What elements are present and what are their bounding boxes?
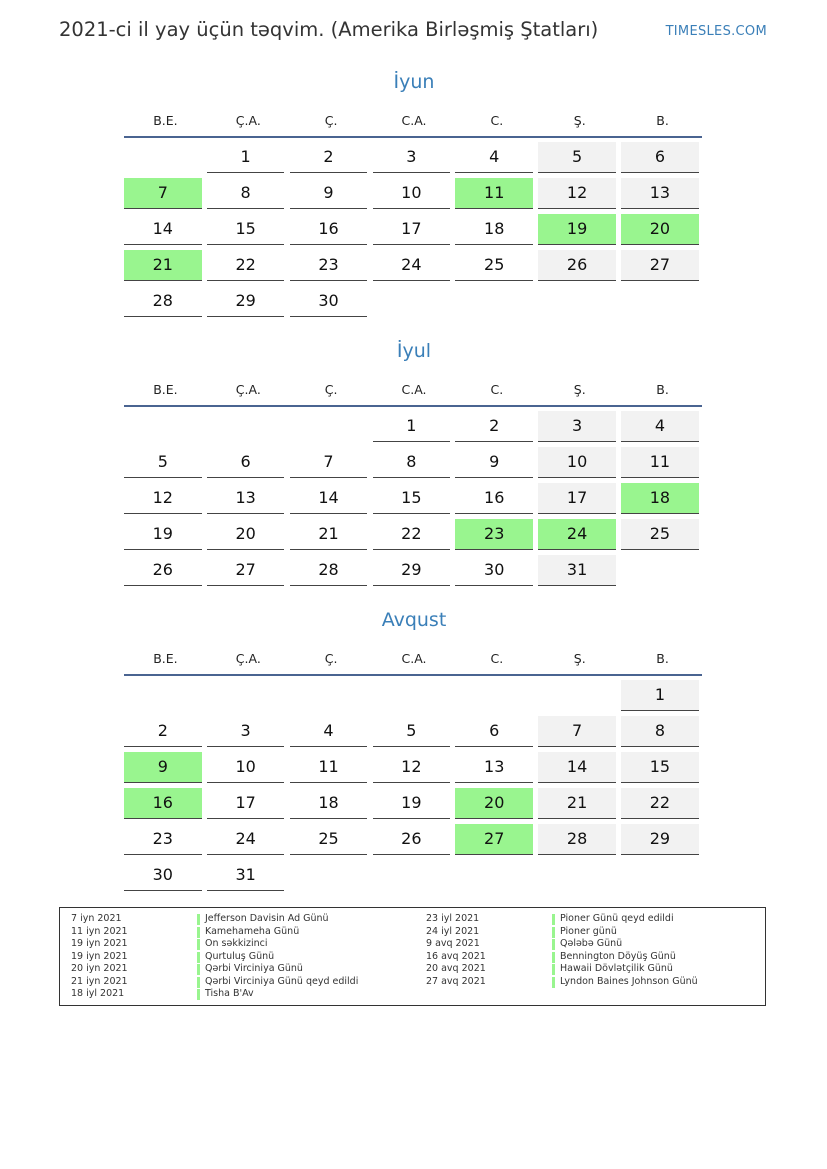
- day-cell[interactable]: 25: [290, 824, 368, 855]
- weekday-header: [124, 365, 704, 405]
- day-cell[interactable]: 14: [538, 752, 616, 783]
- day-cell[interactable]: 4: [621, 411, 699, 442]
- day-cell[interactable]: 22: [373, 519, 451, 550]
- day-cell[interactable]: 14: [290, 483, 368, 514]
- legend-item: [71, 938, 358, 951]
- legend-date: 23 iyl 2021: [426, 913, 480, 924]
- day-cell[interactable]: 26: [373, 824, 451, 855]
- holiday-color-marker: [197, 927, 200, 938]
- day-cell[interactable]: 10: [373, 178, 451, 209]
- holiday-color-marker: [197, 977, 200, 988]
- legend-date: 20 iyn 2021: [71, 963, 128, 974]
- legend-date: 24 iyl 2021: [426, 925, 480, 937]
- day-cell[interactable]: 17: [538, 483, 616, 514]
- day-cell[interactable]: 21: [538, 788, 616, 819]
- empty-day-cell: [124, 142, 202, 172]
- day-cell[interactable]: 21: [290, 519, 368, 550]
- page-title: 2021-ci il yay üçün təqvim. (Amerika Birləşmiş Ştatları): [59, 18, 599, 41]
- holiday-color-marker: [197, 914, 200, 925]
- week-row: [124, 214, 704, 250]
- holiday-color-marker: [552, 914, 555, 925]
- weekday-label: Ç.: [324, 650, 338, 666]
- day-cell[interactable]: 1: [207, 142, 285, 173]
- legend-date: 7 iyn 2021: [71, 913, 122, 924]
- weekday-label: Ç.: [324, 112, 338, 128]
- day-cell[interactable]: 1: [621, 680, 699, 711]
- day-cell[interactable]: 2: [290, 142, 368, 173]
- holiday-color-marker: [552, 952, 555, 963]
- weekday-label: Ç.A.: [235, 112, 261, 128]
- legend-date: 9 avq 2021: [426, 938, 480, 949]
- day-cell[interactable]: 5: [538, 142, 616, 173]
- day-cell[interactable]: 17: [373, 214, 451, 245]
- day-cell[interactable]: 8: [373, 447, 451, 478]
- legend-date: 19 iyn 2021: [71, 938, 128, 949]
- weekday-label: Ş.: [573, 381, 586, 397]
- weekday-label: Ç.A.: [235, 650, 261, 666]
- legend-holiday-name: Pioner günü: [560, 925, 617, 937]
- day-cell[interactable]: 12: [373, 752, 451, 783]
- weekday-label: C.A.: [401, 112, 427, 128]
- day-cell[interactable]: 20: [207, 519, 285, 550]
- holiday-color-marker: [552, 964, 555, 975]
- day-cell[interactable]: 19: [124, 519, 202, 550]
- day-cell[interactable]: 15: [207, 214, 285, 245]
- legend-column-right: [426, 913, 698, 988]
- weekday-label: B.: [656, 112, 669, 128]
- week-row: [124, 447, 704, 483]
- week-row: [124, 824, 704, 860]
- day-cell[interactable]: 30: [455, 555, 533, 586]
- month-name: İyul: [396, 340, 432, 362]
- weekday-label: C.A.: [401, 650, 427, 666]
- empty-day-cell: [373, 860, 451, 890]
- day-cell[interactable]: 6: [621, 142, 699, 173]
- weekday-header: [124, 96, 704, 136]
- empty-day-cell: [455, 286, 533, 316]
- day-cell[interactable]: 13: [621, 178, 699, 209]
- holiday-day-cell[interactable]: 19: [538, 214, 616, 245]
- legend-date: 27 avq 2021: [426, 975, 486, 987]
- day-cell[interactable]: 5: [124, 447, 202, 478]
- day-cell[interactable]: 24: [373, 250, 451, 281]
- day-cell[interactable]: 26: [124, 555, 202, 586]
- week-row: [124, 680, 704, 716]
- legend-item: [426, 976, 698, 989]
- day-cell[interactable]: 17: [207, 788, 285, 819]
- day-cell[interactable]: 15: [621, 752, 699, 783]
- day-cell[interactable]: 9: [290, 178, 368, 209]
- legend-date: 20 avq 2021: [426, 963, 486, 974]
- day-cell[interactable]: 18: [290, 788, 368, 819]
- legend-holiday-name: Jefferson Davisin Ad Günü: [205, 913, 329, 924]
- legend-item: [71, 926, 358, 939]
- day-cell[interactable]: 1: [373, 411, 451, 442]
- holiday-day-cell[interactable]: 23: [455, 519, 533, 550]
- legend-holiday-name: Hawaii Dövlətçilik Günü: [560, 963, 673, 974]
- day-cell[interactable]: 23: [124, 824, 202, 855]
- day-cell[interactable]: 11: [290, 752, 368, 783]
- empty-day-cell: [621, 286, 699, 316]
- day-cell[interactable]: 28: [290, 555, 368, 586]
- legend-date: 16 avq 2021: [426, 950, 486, 962]
- header-divider: [124, 136, 702, 138]
- legend-item: [426, 913, 698, 926]
- day-cell[interactable]: 24: [207, 824, 285, 855]
- weekday-label: B.E.: [153, 650, 178, 666]
- weekday-header: [124, 634, 704, 674]
- empty-day-cell: [621, 555, 699, 585]
- holiday-color-marker: [197, 964, 200, 975]
- day-grid: [124, 142, 704, 322]
- day-cell[interactable]: 4: [290, 716, 368, 747]
- day-cell[interactable]: 2: [455, 411, 533, 442]
- empty-day-cell: [455, 680, 533, 710]
- day-cell[interactable]: 3: [207, 716, 285, 747]
- legend-date: 18 iyl 2021: [71, 988, 125, 999]
- legend-holiday-name: Qərbi Virciniya Günü: [205, 963, 303, 974]
- legend-item: [71, 976, 358, 989]
- day-cell[interactable]: 31: [207, 860, 285, 891]
- day-cell[interactable]: 12: [124, 483, 202, 514]
- holiday-day-cell[interactable]: 16: [124, 788, 202, 819]
- month-name: Avqust: [381, 609, 447, 631]
- week-row: [124, 250, 704, 286]
- day-cell[interactable]: 28: [124, 286, 202, 317]
- weekday-label: B.: [656, 650, 669, 666]
- day-cell[interactable]: 7: [290, 447, 368, 478]
- day-cell[interactable]: 5: [373, 716, 451, 747]
- day-cell[interactable]: 13: [455, 752, 533, 783]
- day-cell[interactable]: 7: [538, 716, 616, 747]
- holiday-legend: [59, 907, 766, 1006]
- legend-holiday-name: Tisha B'Av: [205, 988, 254, 999]
- legend-item: [71, 913, 358, 926]
- empty-day-cell: [290, 860, 368, 890]
- day-cell[interactable]: 22: [207, 250, 285, 281]
- week-row: [124, 142, 704, 178]
- holiday-day-cell[interactable]: 18: [621, 483, 699, 514]
- empty-day-cell: [290, 411, 368, 441]
- day-cell[interactable]: 29: [207, 286, 285, 317]
- weekday-label: B.E.: [153, 112, 178, 128]
- month-june: [124, 68, 704, 322]
- legend-item: [426, 926, 698, 939]
- day-cell[interactable]: 18: [455, 214, 533, 245]
- header-divider: [124, 405, 702, 407]
- legend-column-left: [71, 913, 358, 1001]
- holiday-color-marker: [552, 927, 555, 938]
- holiday-day-cell[interactable]: 27: [455, 824, 533, 855]
- legend-item: [426, 938, 698, 951]
- weekday-label: Ç.: [324, 381, 338, 397]
- empty-day-cell: [373, 680, 451, 710]
- legend-item: [71, 951, 358, 964]
- weekday-label: Ş.: [573, 650, 586, 666]
- legend-date: 11 iyn 2021: [71, 925, 128, 937]
- day-grid: [124, 680, 704, 896]
- empty-day-cell: [124, 680, 202, 710]
- day-cell[interactable]: 9: [455, 447, 533, 478]
- empty-day-cell: [207, 411, 285, 441]
- holiday-day-cell[interactable]: 21: [124, 250, 202, 281]
- week-row: [124, 483, 704, 519]
- day-cell[interactable]: 14: [124, 214, 202, 245]
- legend-holiday-name: Qurtuluş Günü: [205, 950, 275, 962]
- day-cell[interactable]: 19: [373, 788, 451, 819]
- brand-link[interactable]: TIMESLES.COM: [665, 24, 767, 39]
- week-row: [124, 788, 704, 824]
- day-cell[interactable]: 27: [207, 555, 285, 586]
- day-cell[interactable]: 28: [538, 824, 616, 855]
- legend-date: 19 iyn 2021: [71, 950, 128, 962]
- legend-holiday-name: Qələbə Günü: [560, 938, 623, 949]
- holiday-day-cell[interactable]: 20: [621, 214, 699, 245]
- legend-holiday-name: Bennington Döyüş Günü: [560, 950, 676, 962]
- empty-day-cell: [290, 680, 368, 710]
- empty-day-cell: [207, 680, 285, 710]
- month-august: [124, 606, 704, 896]
- day-cell[interactable]: 16: [455, 483, 533, 514]
- day-cell[interactable]: 6: [207, 447, 285, 478]
- weekday-label: C.: [490, 112, 504, 128]
- empty-day-cell: [455, 860, 533, 890]
- empty-day-cell: [538, 860, 616, 890]
- day-cell[interactable]: 29: [621, 824, 699, 855]
- day-cell[interactable]: 15: [373, 483, 451, 514]
- holiday-day-cell[interactable]: 7: [124, 178, 202, 209]
- day-cell[interactable]: 3: [373, 142, 451, 173]
- empty-day-cell: [538, 286, 616, 316]
- day-cell[interactable]: 8: [621, 716, 699, 747]
- day-cell[interactable]: 2: [124, 716, 202, 747]
- legend-item: [71, 963, 358, 976]
- week-row: [124, 519, 704, 555]
- weekday-label: B.: [656, 381, 669, 397]
- header-divider: [124, 674, 702, 676]
- week-row: [124, 860, 704, 896]
- holiday-day-cell[interactable]: 24: [538, 519, 616, 550]
- weekday-label: B.E.: [153, 381, 178, 397]
- month-name: İyun: [393, 71, 435, 93]
- holiday-color-marker: [197, 939, 200, 950]
- empty-day-cell: [538, 680, 616, 710]
- day-cell[interactable]: 10: [538, 447, 616, 478]
- day-cell[interactable]: 4: [455, 142, 533, 173]
- weekday-label: C.A.: [401, 381, 427, 397]
- day-cell[interactable]: 12: [538, 178, 616, 209]
- weekday-label: C.: [490, 650, 504, 666]
- week-row: [124, 411, 704, 447]
- weekday-label: Ş.: [573, 112, 586, 128]
- legend-date: 21 iyn 2021: [71, 975, 128, 987]
- holiday-day-cell[interactable]: 9: [124, 752, 202, 783]
- empty-day-cell: [621, 860, 699, 890]
- day-cell[interactable]: 30: [290, 286, 368, 317]
- day-cell[interactable]: 23: [290, 250, 368, 281]
- week-row: [124, 178, 704, 214]
- legend-holiday-name: Lyndon Baines Johnson Günü: [560, 975, 698, 987]
- day-cell[interactable]: 10: [207, 752, 285, 783]
- day-grid: [124, 411, 704, 591]
- day-cell[interactable]: 3: [538, 411, 616, 442]
- legend-item: [426, 951, 698, 964]
- empty-day-cell: [124, 411, 202, 441]
- weekday-label: C.: [490, 381, 504, 397]
- week-row: [124, 752, 704, 788]
- weekday-label: Ç.A.: [235, 381, 261, 397]
- day-cell[interactable]: 22: [621, 788, 699, 819]
- holiday-color-marker: [197, 989, 200, 1000]
- week-row: [124, 286, 704, 322]
- legend-holiday-name: Qərbi Virciniya Günü qeyd edildi: [205, 975, 359, 987]
- day-cell[interactable]: 13: [207, 483, 285, 514]
- legend-holiday-name: Kamehameha Günü: [205, 925, 300, 937]
- day-cell[interactable]: 31: [538, 555, 616, 586]
- day-cell[interactable]: 26: [538, 250, 616, 281]
- empty-day-cell: [373, 286, 451, 316]
- day-cell[interactable]: 16: [290, 214, 368, 245]
- day-cell[interactable]: 29: [373, 555, 451, 586]
- legend-holiday-name: Pioner Günü qeyd edildi: [560, 913, 674, 924]
- day-cell[interactable]: 25: [455, 250, 533, 281]
- day-cell[interactable]: 11: [621, 447, 699, 478]
- holiday-color-marker: [552, 939, 555, 950]
- week-row: [124, 555, 704, 591]
- holiday-color-marker: [552, 977, 555, 988]
- holiday-day-cell[interactable]: 11: [455, 178, 533, 209]
- holiday-day-cell[interactable]: 20: [455, 788, 533, 819]
- week-row: [124, 716, 704, 752]
- day-cell[interactable]: 6: [455, 716, 533, 747]
- day-cell[interactable]: 25: [621, 519, 699, 550]
- legend-holiday-name: On səkkizinci: [205, 938, 268, 949]
- legend-item: [426, 963, 698, 976]
- legend-item: [71, 988, 358, 1001]
- month-july: [124, 337, 704, 591]
- day-cell[interactable]: 30: [124, 860, 202, 891]
- day-cell[interactable]: 8: [207, 178, 285, 209]
- holiday-color-marker: [197, 952, 200, 963]
- day-cell[interactable]: 27: [621, 250, 699, 281]
